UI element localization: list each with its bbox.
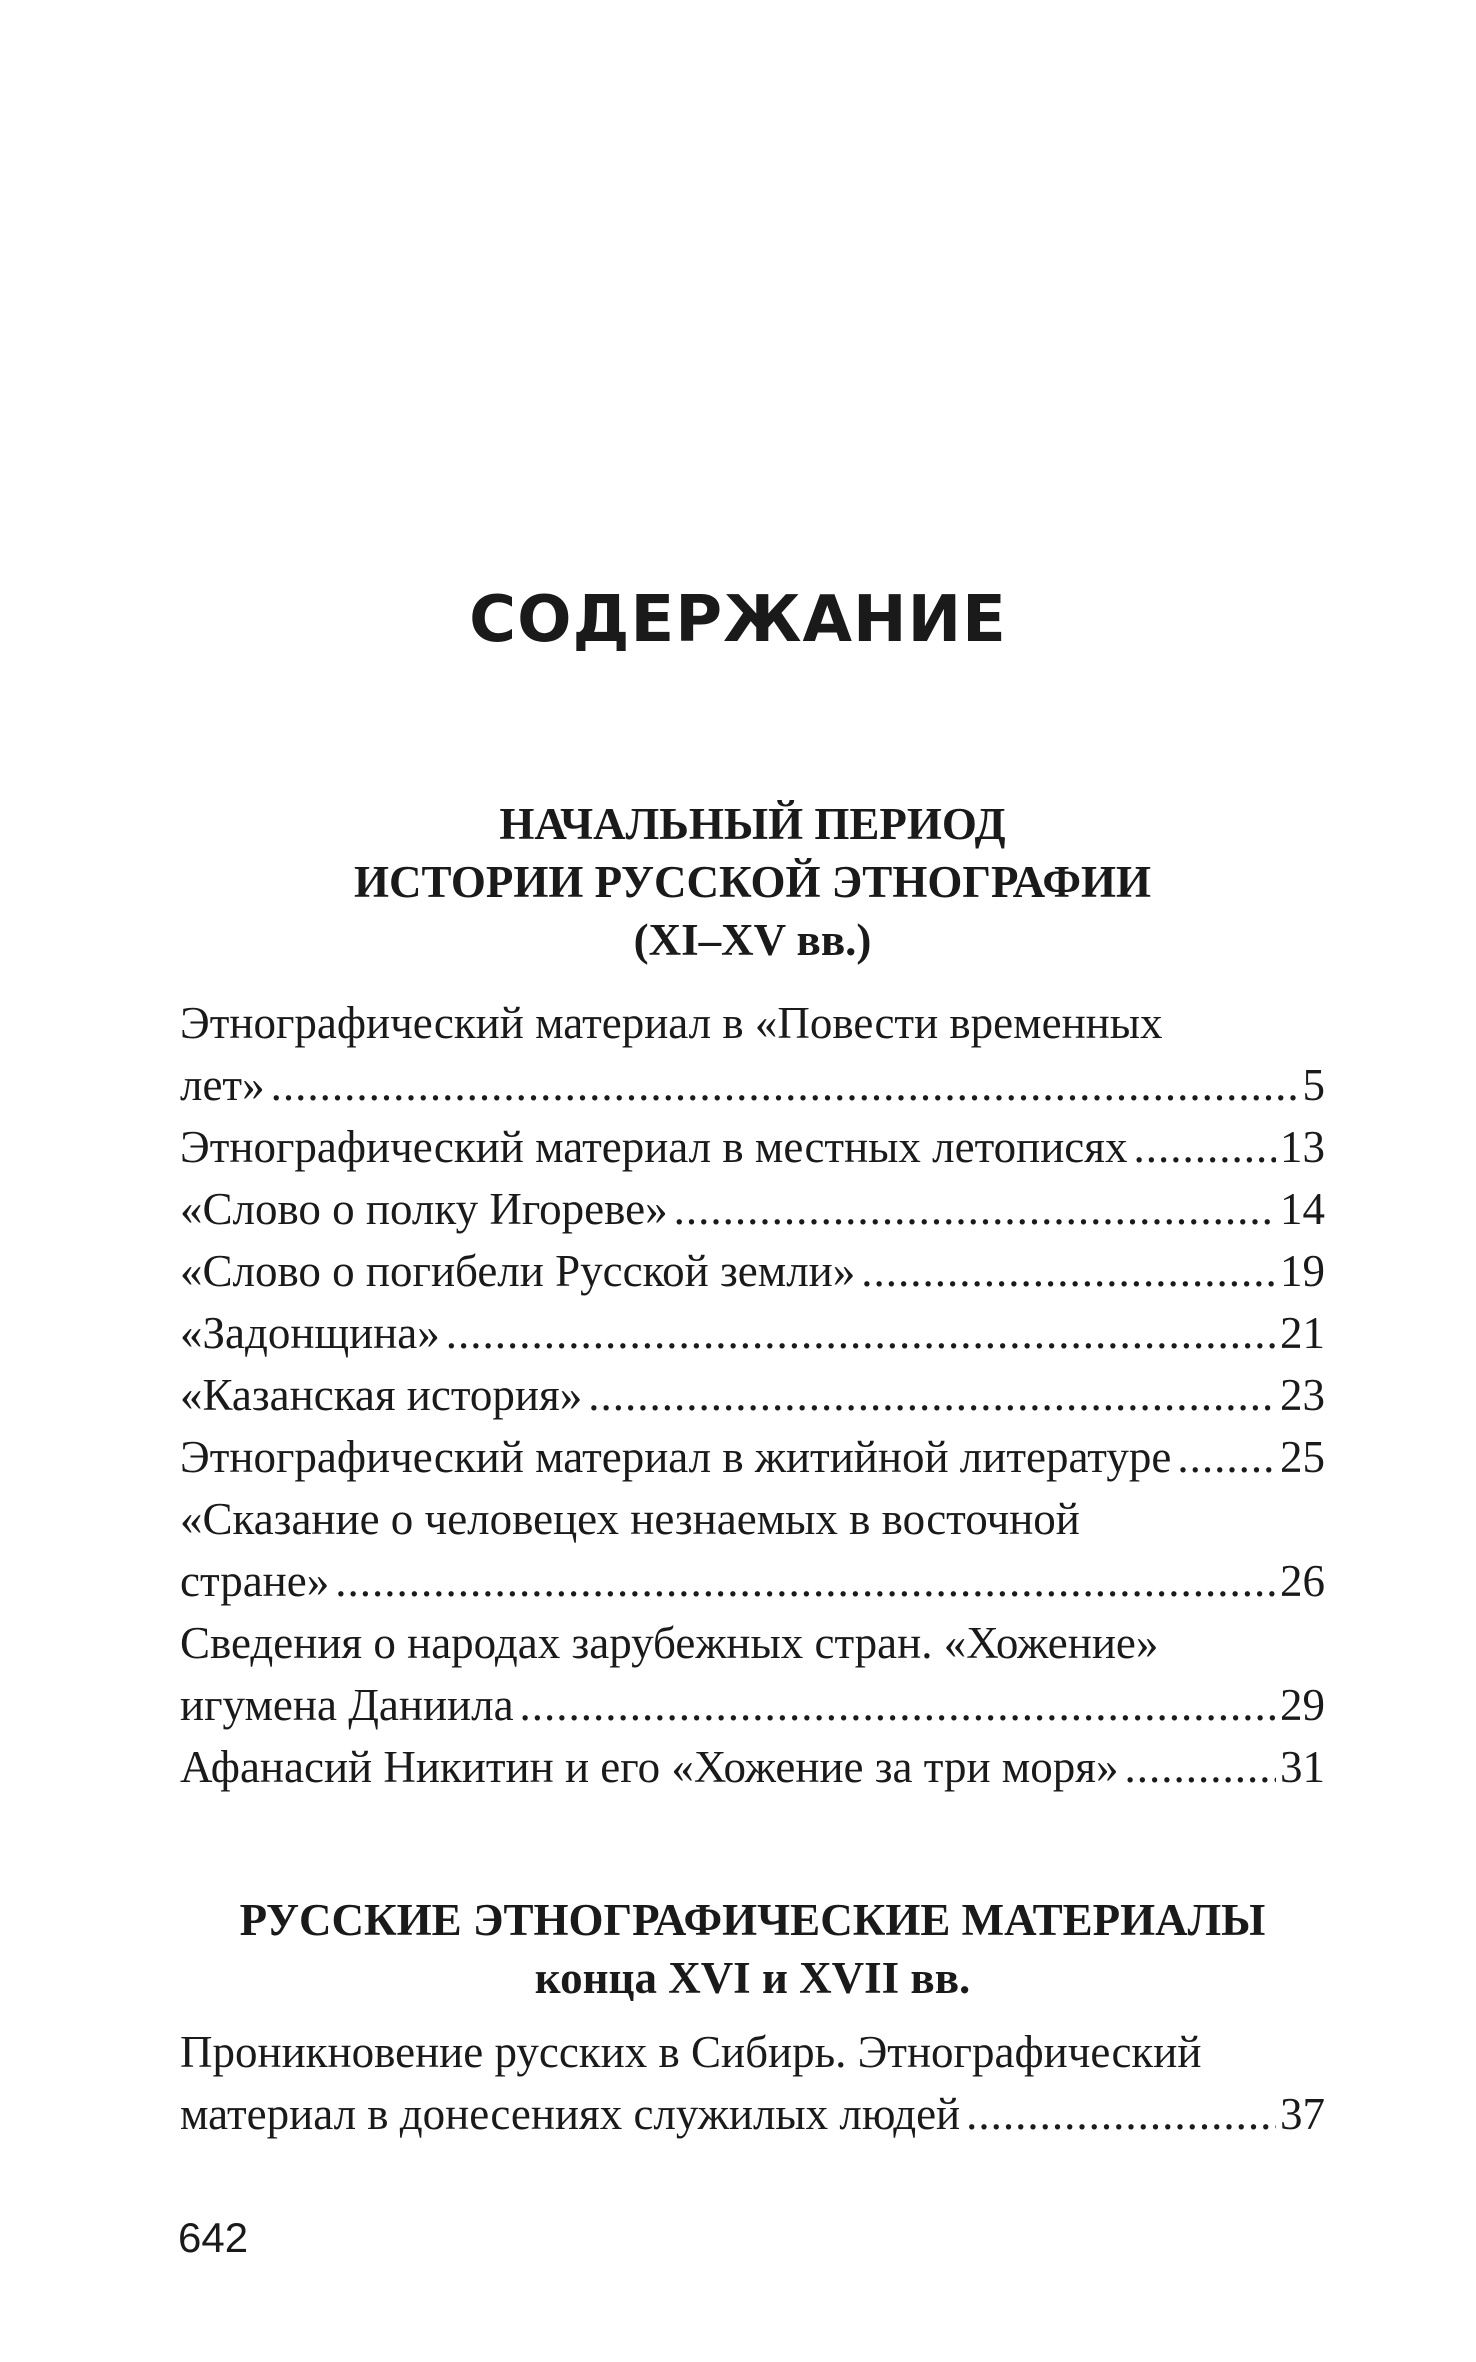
toc-entry[interactable] [180,992,1325,1116]
dot-leader [1177,1426,1276,1488]
toc-list-section-1 [180,992,1325,1798]
toc-entry-text-line: Сведения о народах зарубежных стран. «Хожение» [180,1618,1159,1668]
toc-entry-text: Этнографический материал в житийной литературе [180,1432,1172,1482]
toc-entry[interactable] [180,1240,1325,1302]
toc-entry[interactable] [180,1178,1325,1240]
page-number: 642 [178,2214,249,2261]
section-heading-line: НАЧАЛЬНЫЙ ПЕРИОД [499,799,1006,849]
toc-entry-text: Афанасий Никитин и его «Хожение за три моря» [180,1742,1119,1792]
section-heading-1 [180,795,1325,969]
toc-entry[interactable] [180,1302,1325,1364]
dot-leader [674,1178,1276,1240]
toc-page-number: 13 [1280,1122,1325,1172]
toc-page-number: 25 [1280,1432,1325,1482]
toc-page-number: 23 [1280,1370,1325,1420]
toc-list-section-2 [180,2021,1325,2145]
dot-leader [861,1240,1276,1302]
dot-leader [1133,1116,1276,1178]
toc-entry-text: «Казанская история» [180,1370,583,1420]
section-heading-line: ИСТОРИИ РУССКОЙ ЭТНОГРАФИИ [353,857,1152,907]
toc-page-number: 19 [1280,1246,1325,1296]
dot-leader [271,1054,1299,1116]
toc-entry[interactable] [180,1426,1325,1488]
dot-leader [588,1364,1276,1426]
toc-page-number: 5 [1302,1060,1325,1110]
dot-leader [1124,1736,1276,1798]
toc-entry[interactable] [180,1116,1325,1178]
toc-entry[interactable] [180,1612,1325,1736]
toc-entry-text: игумена Даниила [180,1680,514,1730]
toc-entry-text: стране» [180,1556,330,1606]
section-heading-2 [180,1891,1325,2007]
toc-page-number: 14 [1280,1184,1325,1234]
toc-entry-text-line: Этнографический материал в «Повести временных [180,998,1163,1048]
dot-leader [446,1302,1276,1364]
toc-entry[interactable] [180,1488,1325,1612]
section-heading-line: (XI–XV вв.) [633,915,872,965]
toc-entry[interactable] [180,1364,1325,1426]
page-title: СОДЕРЖАНИЕ [469,583,1007,657]
toc-entry-text: «Слово о полку Игореве» [180,1184,668,1234]
toc-page-number: 29 [1280,1680,1325,1730]
dot-leader [966,2083,1276,2145]
section-heading-line: РУССКИЕ ЭТНОГРАФИЧЕСКИЕ МАТЕРИАЛЫ [239,1895,1266,1945]
dot-leader [335,1550,1276,1612]
toc-entry-text: материал в донесениях служилых людей [180,2089,961,2139]
toc-entry-text-line: «Сказание о человецех незнаемых в восточной [180,1494,1080,1544]
toc-entry-text: «Слово о погибели Русской земли» [180,1246,856,1296]
toc-entry-text: лет» [180,1060,265,1110]
toc-entry[interactable] [180,2021,1325,2145]
toc-page-number: 21 [1280,1308,1325,1358]
toc-entry-text: Этнографический материал в местных летописях [180,1122,1128,1172]
toc-page-number: 37 [1280,2089,1325,2139]
dot-leader [520,1674,1276,1736]
toc-page-number: 31 [1280,1742,1325,1792]
section-heading-line: конца XVI и XVII вв. [534,1953,971,2003]
toc-entry-text: «Задонщина» [180,1308,440,1358]
toc-entry[interactable] [180,1736,1325,1798]
toc-page-number: 26 [1280,1556,1325,1606]
toc-entry-text-line: Проникновение русских в Сибирь. Этнографический [180,2027,1202,2077]
